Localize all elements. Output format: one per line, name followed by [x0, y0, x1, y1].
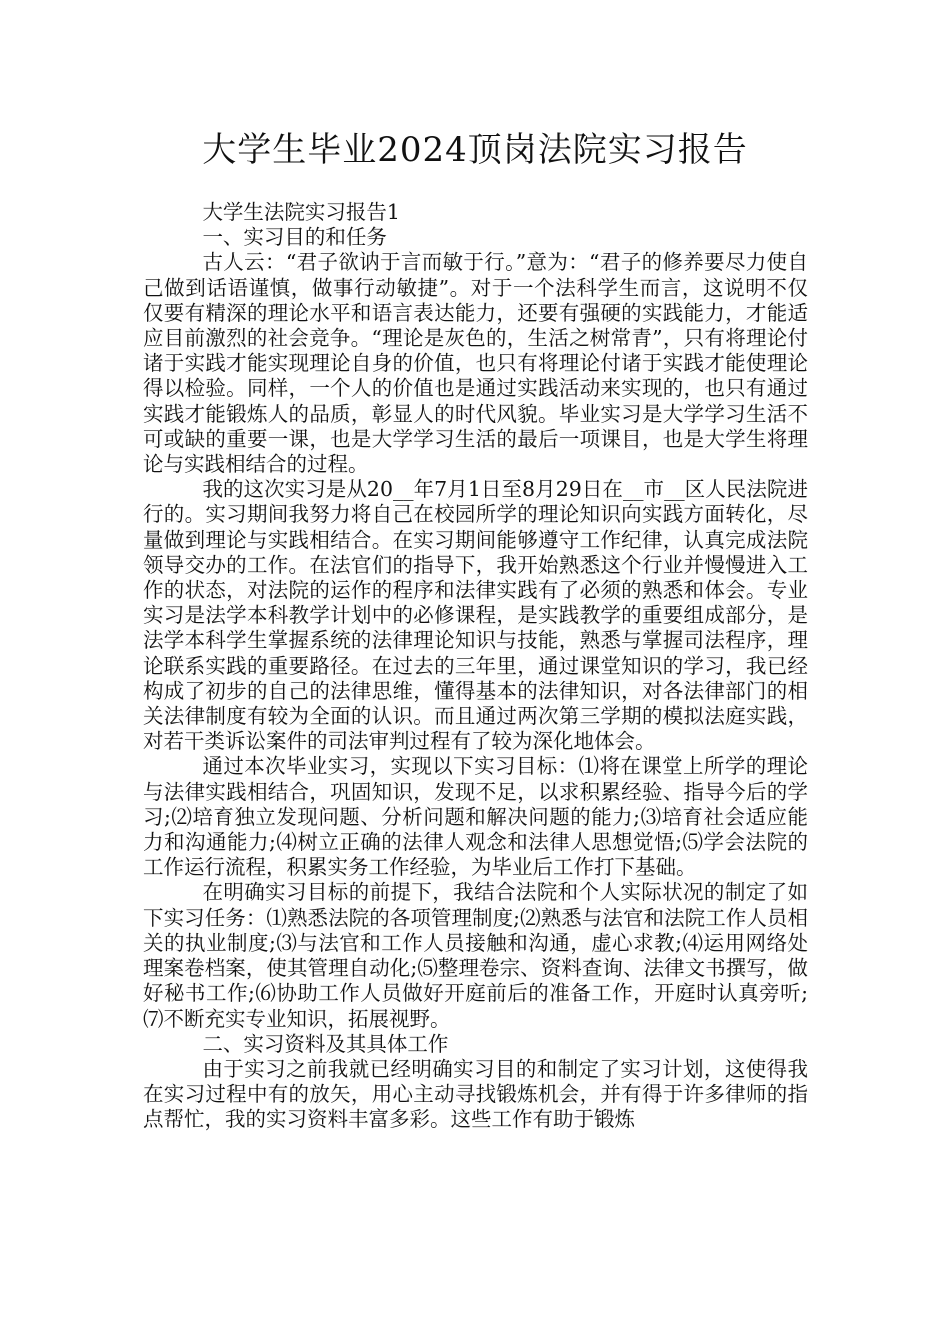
- document-title: 大学生毕业2024顶岗法院实习报告: [202, 130, 748, 170]
- paragraph: 通过本次毕业实习，实现以下实习目标：⑴将在课堂上所学的理论与法律实践相结合，巩固知识，发现不足，以求积累经验、指导今后的学习;⑵培育独立发现问题、分析问题和解决问题的能力;⑶培育社会适应能力和沟通能力;⑷树立正确的法律人观念和法律人思想觉悟;⑸学会法院的工作运行流程，积累实务工作经验，为毕业后工作打下基础。: [143, 754, 808, 880]
- document-body: [143, 200, 808, 1133]
- paragraph: 由于实习之前我就已经明确实习目的和制定了实习计划，这使得我在实习过程中有的放矢，用心主动寻找锻炼机会，并有得于许多律师的指点帮忙，我的实习资料丰富多彩。这些工作有助于锻炼: [143, 1056, 808, 1132]
- section-heading-1: 一、实习目的和任务: [202, 225, 387, 250]
- section-heading-2: 二、实习资料及其具体工作: [202, 1031, 449, 1056]
- paragraph: 古人云：“君子欲讷于言而敏于行。”意为：“君子的修养要尽力使自己做到话语谨慎，做事行动敏捷”。对于一个法科学生而言，这说明不仅仅要有精深的理论水平和语言表达能力，还要有强硬的实践能力，才能适应目前激烈的社会竞争。“理论是灰色的，生活之树常青”，只有将理论付诸于实践才能实现理论自身的价值，也只有将理论付诸于实践才能使理论得以检验。同样，一个人的价值也是通过实践活动来实现的，也只有通过实践才能锻炼人的品质，彰显人的时代风貌。毕业实习是大学学习生活不可或缺的重要一课，也是大学学习生活的最后一项课目，也是大学生将理论与实践相结合的过程。: [143, 250, 808, 477]
- report-subtitle: 大学生法院实习报告1: [202, 200, 400, 224]
- paragraph: 我的这次实习是从20__年7月1日至8月29日在__市__区人民法院进行的。实习期间我努力将自己在校园所学的理论知识向实践方面转化，尽量做到理论与实践相结合。在实习期间能够遵守工作纪律，认真完成法院领导交办的工作。在法官们的指导下，我开始熟悉这个行业并慢慢进入工作的状态，对法院的运作的程序和法律实践有了必须的熟悉和体会。专业实习是法学本科教学计划中的必修课程，是实践教学的重要组成部分，是法学本科学生掌握系统的法律理论知识与技能，熟悉与掌握司法程序，理论联系实践的重要路径。在过去的三年里，通过课堂知识的学习，我已经构成了初步的自己的法律思维，懂得基本的法律知识，对各法律部门的相关法律制度有较为全面的认识。而且通过两次第三学期的模拟法庭实践，对若干类诉讼案件的司法审判过程有了较为深化地体会。: [143, 477, 808, 754]
- paragraph: 在明确实习目标的前提下，我结合法院和个人实际状况的制定了如下实习任务：⑴熟悉法院的各项管理制度;⑵熟悉与法官和法院工作人员相关的执业制度;⑶与法官和工作人员接触和沟通，虚心求教;⑷运用网络处理案卷档案，使其管理自动化;⑸整理卷宗、资料查询、法律文书撰写，做好秘书工作;⑹协助工作人员做好开庭前后的准备工作，开庭时认真旁听;⑺不断充实专业知识，拓展视野。: [143, 880, 808, 1031]
